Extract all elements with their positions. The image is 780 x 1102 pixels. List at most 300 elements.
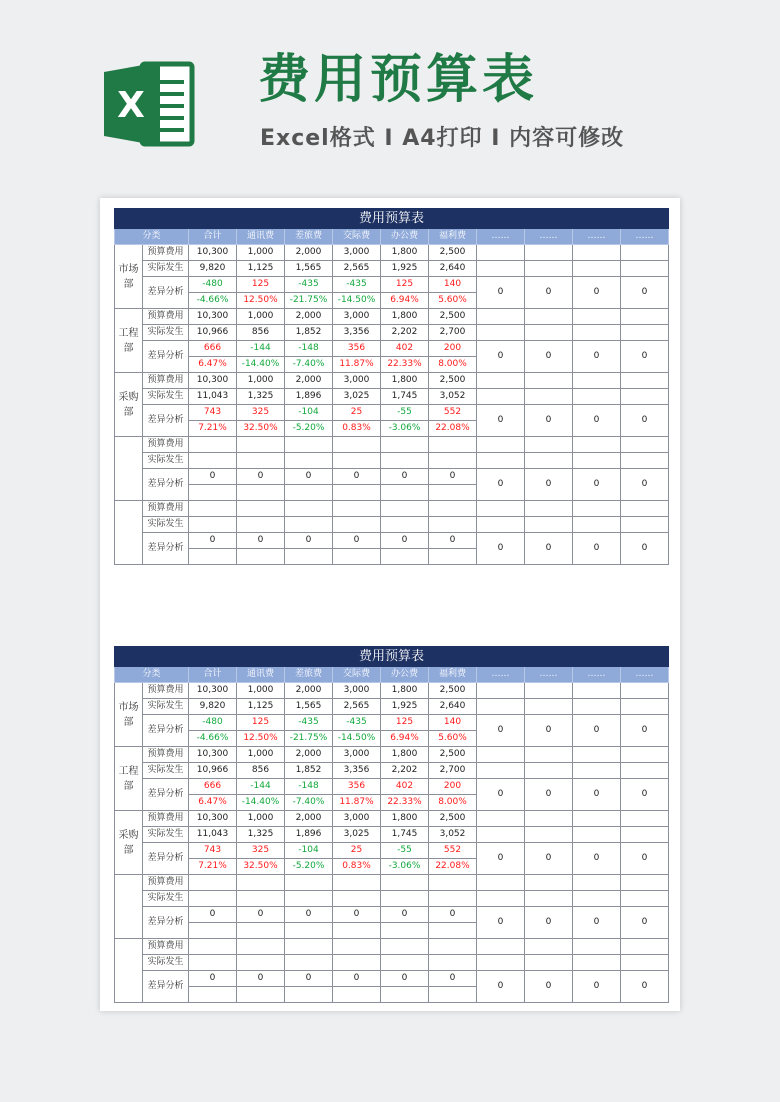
budget-cell[interactable]: [381, 875, 429, 891]
diff-cell[interactable]: 0: [285, 907, 333, 923]
actual-cell[interactable]: 1,745: [381, 389, 429, 405]
row-label-actual[interactable]: 实际发生: [143, 699, 189, 715]
extra-diff-cell[interactable]: 0: [573, 405, 621, 437]
diff-cell[interactable]: 743: [189, 843, 237, 859]
pct-cell[interactable]: 32.50%: [237, 859, 285, 875]
column-header[interactable]: ……: [477, 229, 525, 245]
empty-cell[interactable]: [621, 309, 669, 325]
diff-cell[interactable]: 0: [285, 971, 333, 987]
extra-diff-cell[interactable]: 0: [525, 277, 573, 309]
extra-diff-cell[interactable]: 0: [573, 779, 621, 811]
column-header[interactable]: 分类: [115, 667, 189, 683]
pct-cell[interactable]: [237, 485, 285, 501]
column-header[interactable]: ……: [525, 667, 573, 683]
extra-diff-cell[interactable]: 0: [525, 715, 573, 747]
column-header[interactable]: 交际费: [333, 229, 381, 245]
row-label-actual[interactable]: 实际发生: [143, 955, 189, 971]
empty-cell[interactable]: [477, 309, 525, 325]
diff-cell[interactable]: 0: [333, 533, 381, 549]
actual-cell[interactable]: [237, 955, 285, 971]
actual-cell[interactable]: [333, 453, 381, 469]
pct-cell[interactable]: -5.20%: [285, 421, 333, 437]
extra-diff-cell[interactable]: 0: [477, 971, 525, 1003]
extra-diff-cell[interactable]: 0: [573, 843, 621, 875]
column-header[interactable]: ……: [573, 667, 621, 683]
actual-cell[interactable]: 1,125: [237, 699, 285, 715]
diff-cell[interactable]: 743: [189, 405, 237, 421]
empty-cell[interactable]: [525, 325, 573, 341]
row-label-variance[interactable]: 差异分析: [143, 907, 189, 939]
budget-cell[interactable]: 2,500: [429, 373, 477, 389]
budget-cell[interactable]: 1,800: [381, 373, 429, 389]
row-label-budget[interactable]: 预算费用: [143, 501, 189, 517]
actual-cell[interactable]: 9,820: [189, 699, 237, 715]
row-label-actual[interactable]: 实际发生: [143, 325, 189, 341]
diff-cell[interactable]: 402: [381, 779, 429, 795]
empty-cell[interactable]: [573, 955, 621, 971]
budget-cell[interactable]: 10,300: [189, 811, 237, 827]
empty-cell[interactable]: [525, 875, 573, 891]
extra-diff-cell[interactable]: 0: [477, 533, 525, 565]
pct-cell[interactable]: -3.06%: [381, 859, 429, 875]
empty-cell[interactable]: [573, 389, 621, 405]
budget-cell[interactable]: 3,000: [333, 683, 381, 699]
diff-cell[interactable]: 0: [237, 469, 285, 485]
diff-cell[interactable]: -435: [285, 715, 333, 731]
extra-diff-cell[interactable]: 0: [525, 779, 573, 811]
actual-cell[interactable]: 2,640: [429, 699, 477, 715]
empty-cell[interactable]: [477, 453, 525, 469]
empty-cell[interactable]: [477, 747, 525, 763]
budget-cell[interactable]: [381, 437, 429, 453]
extra-diff-cell[interactable]: 0: [525, 907, 573, 939]
pct-cell[interactable]: -5.20%: [285, 859, 333, 875]
actual-cell[interactable]: [285, 517, 333, 533]
budget-cell[interactable]: 1,000: [237, 811, 285, 827]
pct-cell[interactable]: 6.94%: [381, 731, 429, 747]
budget-cell[interactable]: 2,000: [285, 811, 333, 827]
empty-cell[interactable]: [525, 501, 573, 517]
actual-cell[interactable]: [237, 517, 285, 533]
budget-cell[interactable]: 1,000: [237, 747, 285, 763]
row-label-variance[interactable]: 差异分析: [143, 843, 189, 875]
empty-cell[interactable]: [621, 699, 669, 715]
diff-cell[interactable]: -435: [285, 277, 333, 293]
diff-cell[interactable]: 0: [381, 469, 429, 485]
empty-cell[interactable]: [477, 389, 525, 405]
empty-cell[interactable]: [621, 955, 669, 971]
diff-cell[interactable]: 125: [381, 277, 429, 293]
actual-cell[interactable]: [381, 453, 429, 469]
pct-cell[interactable]: 12.50%: [237, 293, 285, 309]
extra-diff-cell[interactable]: 0: [525, 405, 573, 437]
pct-cell[interactable]: -3.06%: [381, 421, 429, 437]
row-label-budget[interactable]: 预算费用: [143, 373, 189, 389]
extra-diff-cell[interactable]: 0: [573, 277, 621, 309]
diff-cell[interactable]: 356: [333, 779, 381, 795]
empty-cell[interactable]: [621, 261, 669, 277]
pct-cell[interactable]: -21.75%: [285, 731, 333, 747]
budget-cell[interactable]: 1,000: [237, 373, 285, 389]
budget-cell[interactable]: 2,500: [429, 683, 477, 699]
actual-cell[interactable]: 1,125: [237, 261, 285, 277]
empty-cell[interactable]: [621, 763, 669, 779]
diff-cell[interactable]: 0: [285, 533, 333, 549]
actual-cell[interactable]: 1,325: [237, 389, 285, 405]
diff-cell[interactable]: 356: [333, 341, 381, 357]
pct-cell[interactable]: 22.08%: [429, 421, 477, 437]
budget-cell[interactable]: 1,000: [237, 309, 285, 325]
diff-cell[interactable]: 140: [429, 277, 477, 293]
empty-cell[interactable]: [477, 763, 525, 779]
actual-cell[interactable]: [429, 453, 477, 469]
extra-diff-cell[interactable]: 0: [477, 469, 525, 501]
diff-cell[interactable]: 0: [333, 907, 381, 923]
budget-cell[interactable]: 10,300: [189, 373, 237, 389]
empty-cell[interactable]: [525, 747, 573, 763]
diff-cell[interactable]: 0: [381, 533, 429, 549]
empty-cell[interactable]: [525, 939, 573, 955]
row-label-actual[interactable]: 实际发生: [143, 517, 189, 533]
empty-cell[interactable]: [477, 517, 525, 533]
empty-cell[interactable]: [477, 891, 525, 907]
row-label-budget[interactable]: 预算费用: [143, 683, 189, 699]
pct-cell[interactable]: -21.75%: [285, 293, 333, 309]
actual-cell[interactable]: 1,745: [381, 827, 429, 843]
column-header[interactable]: ……: [621, 667, 669, 683]
actual-cell[interactable]: 11,043: [189, 827, 237, 843]
empty-cell[interactable]: [573, 683, 621, 699]
column-header[interactable]: 福利费: [429, 229, 477, 245]
pct-cell[interactable]: [333, 987, 381, 1003]
budget-cell[interactable]: [429, 939, 477, 955]
empty-cell[interactable]: [525, 437, 573, 453]
diff-cell[interactable]: 25: [333, 405, 381, 421]
pct-cell[interactable]: 6.47%: [189, 795, 237, 811]
row-label-actual[interactable]: 实际发生: [143, 827, 189, 843]
pct-cell[interactable]: 0.83%: [333, 859, 381, 875]
extra-diff-cell[interactable]: 0: [477, 405, 525, 437]
budget-cell[interactable]: 1,800: [381, 811, 429, 827]
pct-cell[interactable]: [429, 549, 477, 565]
diff-cell[interactable]: 0: [189, 907, 237, 923]
actual-cell[interactable]: 1,852: [285, 763, 333, 779]
budget-cell[interactable]: [333, 875, 381, 891]
budget-cell[interactable]: 2,000: [285, 373, 333, 389]
row-label-variance[interactable]: 差异分析: [143, 405, 189, 437]
actual-cell[interactable]: 1,896: [285, 389, 333, 405]
budget-cell[interactable]: [189, 437, 237, 453]
diff-cell[interactable]: 0: [381, 971, 429, 987]
diff-cell[interactable]: 0: [189, 971, 237, 987]
pct-cell[interactable]: 6.94%: [381, 293, 429, 309]
budget-cell[interactable]: 3,000: [333, 245, 381, 261]
extra-diff-cell[interactable]: 0: [525, 971, 573, 1003]
department-label[interactable]: 市场部: [115, 683, 143, 747]
diff-cell[interactable]: -104: [285, 843, 333, 859]
budget-cell[interactable]: [333, 501, 381, 517]
budget-cell[interactable]: [381, 939, 429, 955]
empty-cell[interactable]: [621, 389, 669, 405]
row-label-budget[interactable]: 预算费用: [143, 939, 189, 955]
budget-cell[interactable]: 3,000: [333, 373, 381, 389]
empty-cell[interactable]: [573, 811, 621, 827]
actual-cell[interactable]: 2,565: [333, 261, 381, 277]
actual-cell[interactable]: [237, 891, 285, 907]
empty-cell[interactable]: [525, 373, 573, 389]
actual-cell[interactable]: 1,925: [381, 261, 429, 277]
budget-cell[interactable]: 10,300: [189, 245, 237, 261]
empty-cell[interactable]: [477, 683, 525, 699]
pct-cell[interactable]: [237, 549, 285, 565]
column-header[interactable]: 办公费: [381, 667, 429, 683]
empty-cell[interactable]: [573, 517, 621, 533]
extra-diff-cell[interactable]: 0: [621, 779, 669, 811]
pct-cell[interactable]: 5.60%: [429, 731, 477, 747]
diff-cell[interactable]: 0: [189, 469, 237, 485]
empty-cell[interactable]: [525, 699, 573, 715]
diff-cell[interactable]: -55: [381, 405, 429, 421]
actual-cell[interactable]: 3,052: [429, 389, 477, 405]
actual-cell[interactable]: [429, 891, 477, 907]
diff-cell[interactable]: -480: [189, 277, 237, 293]
actual-cell[interactable]: 1,565: [285, 699, 333, 715]
pct-cell[interactable]: [429, 923, 477, 939]
empty-cell[interactable]: [477, 955, 525, 971]
empty-cell[interactable]: [573, 309, 621, 325]
department-label[interactable]: [115, 875, 143, 939]
empty-cell[interactable]: [621, 517, 669, 533]
empty-cell[interactable]: [573, 501, 621, 517]
pct-cell[interactable]: 11.87%: [333, 357, 381, 373]
actual-cell[interactable]: [189, 517, 237, 533]
diff-cell[interactable]: 0: [333, 971, 381, 987]
extra-diff-cell[interactable]: 0: [477, 341, 525, 373]
budget-cell[interactable]: 10,300: [189, 683, 237, 699]
budget-cell[interactable]: 2,000: [285, 245, 333, 261]
budget-cell[interactable]: [429, 501, 477, 517]
extra-diff-cell[interactable]: 0: [477, 779, 525, 811]
budget-cell[interactable]: 2,500: [429, 245, 477, 261]
pct-cell[interactable]: [333, 923, 381, 939]
column-header[interactable]: 分类: [115, 229, 189, 245]
budget-cell[interactable]: [285, 939, 333, 955]
extra-diff-cell[interactable]: 0: [621, 907, 669, 939]
extra-diff-cell[interactable]: 0: [573, 907, 621, 939]
empty-cell[interactable]: [525, 683, 573, 699]
budget-cell[interactable]: [381, 501, 429, 517]
empty-cell[interactable]: [477, 501, 525, 517]
diff-cell[interactable]: 0: [429, 907, 477, 923]
empty-cell[interactable]: [525, 389, 573, 405]
extra-diff-cell[interactable]: 0: [573, 971, 621, 1003]
pct-cell[interactable]: [237, 987, 285, 1003]
actual-cell[interactable]: 856: [237, 325, 285, 341]
actual-cell[interactable]: 3,025: [333, 827, 381, 843]
diff-cell[interactable]: -55: [381, 843, 429, 859]
budget-cell[interactable]: 3,000: [333, 747, 381, 763]
column-header[interactable]: 通讯费: [237, 667, 285, 683]
extra-diff-cell[interactable]: 0: [573, 469, 621, 501]
pct-cell[interactable]: -14.50%: [333, 293, 381, 309]
diff-cell[interactable]: 0: [237, 533, 285, 549]
empty-cell[interactable]: [525, 453, 573, 469]
empty-cell[interactable]: [621, 373, 669, 389]
budget-cell[interactable]: [237, 501, 285, 517]
diff-cell[interactable]: -148: [285, 779, 333, 795]
empty-cell[interactable]: [621, 891, 669, 907]
diff-cell[interactable]: 0: [429, 971, 477, 987]
diff-cell[interactable]: 140: [429, 715, 477, 731]
empty-cell[interactable]: [573, 699, 621, 715]
diff-cell[interactable]: 125: [381, 715, 429, 731]
actual-cell[interactable]: [189, 891, 237, 907]
pct-cell[interactable]: [429, 987, 477, 1003]
budget-cell[interactable]: 1,000: [237, 245, 285, 261]
pct-cell[interactable]: [189, 549, 237, 565]
actual-cell[interactable]: 2,700: [429, 763, 477, 779]
empty-cell[interactable]: [621, 245, 669, 261]
actual-cell[interactable]: [189, 955, 237, 971]
actual-cell[interactable]: 9,820: [189, 261, 237, 277]
actual-cell[interactable]: 1,852: [285, 325, 333, 341]
actual-cell[interactable]: [333, 891, 381, 907]
pct-cell[interactable]: [333, 549, 381, 565]
diff-cell[interactable]: 325: [237, 405, 285, 421]
row-label-budget[interactable]: 预算费用: [143, 747, 189, 763]
diff-cell[interactable]: 0: [429, 469, 477, 485]
column-header[interactable]: 交际费: [333, 667, 381, 683]
pct-cell[interactable]: -14.50%: [333, 731, 381, 747]
pct-cell[interactable]: 0.83%: [333, 421, 381, 437]
budget-cell[interactable]: 2,500: [429, 309, 477, 325]
extra-diff-cell[interactable]: 0: [621, 341, 669, 373]
diff-cell[interactable]: 402: [381, 341, 429, 357]
pct-cell[interactable]: [333, 485, 381, 501]
empty-cell[interactable]: [477, 875, 525, 891]
actual-cell[interactable]: [381, 517, 429, 533]
empty-cell[interactable]: [477, 827, 525, 843]
row-label-variance[interactable]: 差异分析: [143, 469, 189, 501]
extra-diff-cell[interactable]: 0: [621, 469, 669, 501]
budget-cell[interactable]: [189, 875, 237, 891]
empty-cell[interactable]: [525, 955, 573, 971]
pct-cell[interactable]: 8.00%: [429, 795, 477, 811]
diff-cell[interactable]: -480: [189, 715, 237, 731]
actual-cell[interactable]: [189, 453, 237, 469]
budget-cell[interactable]: 1,800: [381, 683, 429, 699]
row-label-budget[interactable]: 预算费用: [143, 245, 189, 261]
actual-cell[interactable]: 1,565: [285, 261, 333, 277]
extra-diff-cell[interactable]: 0: [621, 843, 669, 875]
budget-cell[interactable]: [285, 501, 333, 517]
actual-cell[interactable]: 1,896: [285, 827, 333, 843]
extra-diff-cell[interactable]: 0: [525, 843, 573, 875]
empty-cell[interactable]: [621, 827, 669, 843]
pct-cell[interactable]: 8.00%: [429, 357, 477, 373]
empty-cell[interactable]: [525, 763, 573, 779]
extra-diff-cell[interactable]: 0: [477, 843, 525, 875]
pct-cell[interactable]: -4.66%: [189, 293, 237, 309]
extra-diff-cell[interactable]: 0: [477, 715, 525, 747]
row-label-actual[interactable]: 实际发生: [143, 763, 189, 779]
budget-cell[interactable]: [237, 437, 285, 453]
actual-cell[interactable]: [381, 955, 429, 971]
diff-cell[interactable]: 200: [429, 341, 477, 357]
empty-cell[interactable]: [525, 517, 573, 533]
pct-cell[interactable]: 11.87%: [333, 795, 381, 811]
diff-cell[interactable]: -104: [285, 405, 333, 421]
diff-cell[interactable]: -144: [237, 341, 285, 357]
row-label-actual[interactable]: 实际发生: [143, 261, 189, 277]
pct-cell[interactable]: -7.40%: [285, 357, 333, 373]
pct-cell[interactable]: [189, 485, 237, 501]
actual-cell[interactable]: [333, 517, 381, 533]
diff-cell[interactable]: -148: [285, 341, 333, 357]
department-label[interactable]: 采购部: [115, 373, 143, 437]
actual-cell[interactable]: 2,565: [333, 699, 381, 715]
department-label[interactable]: [115, 437, 143, 501]
empty-cell[interactable]: [621, 325, 669, 341]
empty-cell[interactable]: [621, 875, 669, 891]
budget-cell[interactable]: [333, 437, 381, 453]
budget-cell[interactable]: 3,000: [333, 309, 381, 325]
empty-cell[interactable]: [477, 811, 525, 827]
pct-cell[interactable]: 6.47%: [189, 357, 237, 373]
department-label[interactable]: 市场部: [115, 245, 143, 309]
diff-cell[interactable]: 200: [429, 779, 477, 795]
pct-cell[interactable]: [285, 485, 333, 501]
pct-cell[interactable]: -14.40%: [237, 795, 285, 811]
diff-cell[interactable]: 0: [381, 907, 429, 923]
empty-cell[interactable]: [573, 827, 621, 843]
column-header[interactable]: ……: [621, 229, 669, 245]
pct-cell[interactable]: 22.33%: [381, 357, 429, 373]
empty-cell[interactable]: [573, 875, 621, 891]
empty-cell[interactable]: [573, 747, 621, 763]
empty-cell[interactable]: [573, 453, 621, 469]
pct-cell[interactable]: [237, 923, 285, 939]
actual-cell[interactable]: 1,325: [237, 827, 285, 843]
empty-cell[interactable]: [477, 245, 525, 261]
empty-cell[interactable]: [573, 245, 621, 261]
empty-cell[interactable]: [573, 325, 621, 341]
diff-cell[interactable]: 0: [285, 469, 333, 485]
department-label[interactable]: 工程部: [115, 747, 143, 811]
pct-cell[interactable]: [381, 923, 429, 939]
department-label[interactable]: 工程部: [115, 309, 143, 373]
pct-cell[interactable]: [381, 485, 429, 501]
diff-cell[interactable]: 0: [189, 533, 237, 549]
actual-cell[interactable]: 10,966: [189, 763, 237, 779]
diff-cell[interactable]: -144: [237, 779, 285, 795]
actual-cell[interactable]: [285, 955, 333, 971]
budget-cell[interactable]: [285, 437, 333, 453]
extra-diff-cell[interactable]: 0: [477, 277, 525, 309]
actual-cell[interactable]: [381, 891, 429, 907]
pct-cell[interactable]: 12.50%: [237, 731, 285, 747]
actual-cell[interactable]: [285, 891, 333, 907]
empty-cell[interactable]: [477, 939, 525, 955]
diff-cell[interactable]: 0: [333, 469, 381, 485]
diff-cell[interactable]: 0: [237, 971, 285, 987]
budget-cell[interactable]: 2,500: [429, 747, 477, 763]
pct-cell[interactable]: -4.66%: [189, 731, 237, 747]
row-label-budget[interactable]: 预算费用: [143, 875, 189, 891]
pct-cell[interactable]: [285, 987, 333, 1003]
actual-cell[interactable]: 3,025: [333, 389, 381, 405]
row-label-budget[interactable]: 预算费用: [143, 309, 189, 325]
